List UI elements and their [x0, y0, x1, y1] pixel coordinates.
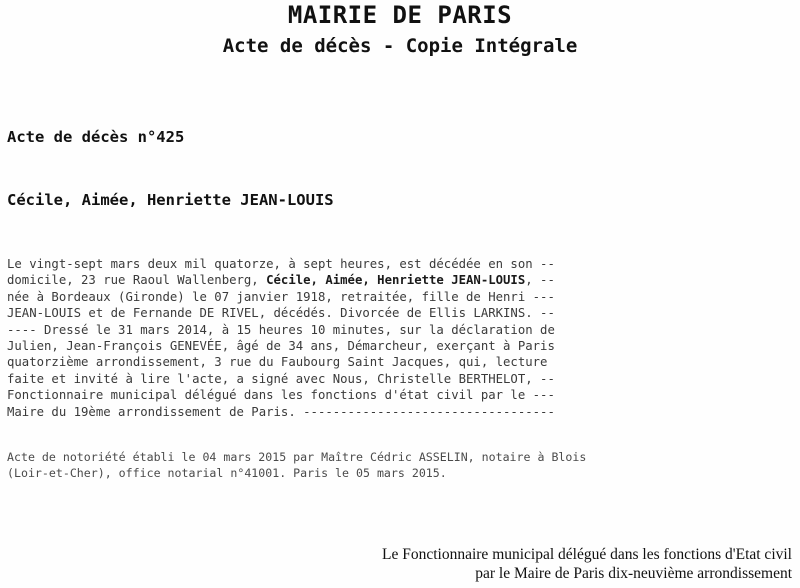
acte-number: Acte de décès n°425 [7, 128, 185, 146]
body-line: Maire du 19ème arrondissement de Paris. ---------------------------------- [7, 404, 555, 419]
body-line: , -- [525, 273, 555, 288]
signature-block [382, 545, 792, 583]
document-subtitle: Acte de décès - Copie Intégrale [222, 35, 578, 57]
note-line: (Loir-et-Cher), office notarial n°41001. Paris le 05 mars 2015. [7, 465, 447, 480]
signature-line: par le Maire de Paris dix-neuvième arrondissement [475, 565, 792, 582]
body-line: ---- Dressé le 31 mars 2014, à 15 heures 10 minutes, sur la déclaration de [7, 322, 555, 337]
note-line: Acte de notoriété établi le 04 mars 2015 par Maître Cédric ASSELIN, notaire à Blois [7, 450, 587, 464]
body-line: Julien, Jean-François GENEVÉE, âgé de 34 ans, Démarcheur, exerçant à Paris [7, 339, 555, 354]
body-line: JEAN-LOUIS et de Fernande DE RIVEL, décédés. Divorcée de Ellis LARKINS. -- [7, 306, 555, 321]
deceased-name: Cécile, Aimée, Henriette JEAN-LOUIS [7, 191, 334, 209]
body-line: domicile, 23 rue Raoul Wallenberg, [7, 273, 267, 288]
acte-body [7, 256, 797, 420]
body-line: Fonctionnaire municipal délégué dans les fonctions d'état civil par le --- [7, 388, 555, 403]
body-line: quatorzième arrondissement, 3 rue du Faubourg Saint Jacques, qui, lecture [7, 355, 548, 370]
body-line-name: Cécile, Aimée, Henriette JEAN-LOUIS [266, 273, 526, 288]
document-title: MAIRIE DE PARIS [287, 1, 513, 29]
body-line: née à Bordeaux (Gironde) le 07 janvier 1918, retraitée, fille de Henri --- [7, 289, 555, 304]
body-line: faite et invité à lire l'acte, a signé avec Nous, Christelle BERTHELOT, -- [7, 371, 555, 386]
notoriety-note [7, 450, 797, 481]
body-line: Le vingt-sept mars deux mil quatorze, à sept heures, est décédée en son -- [7, 257, 555, 271]
signature-line: Le Fonctionnaire municipal délégué dans les fonctions d'Etat civil [382, 546, 792, 563]
